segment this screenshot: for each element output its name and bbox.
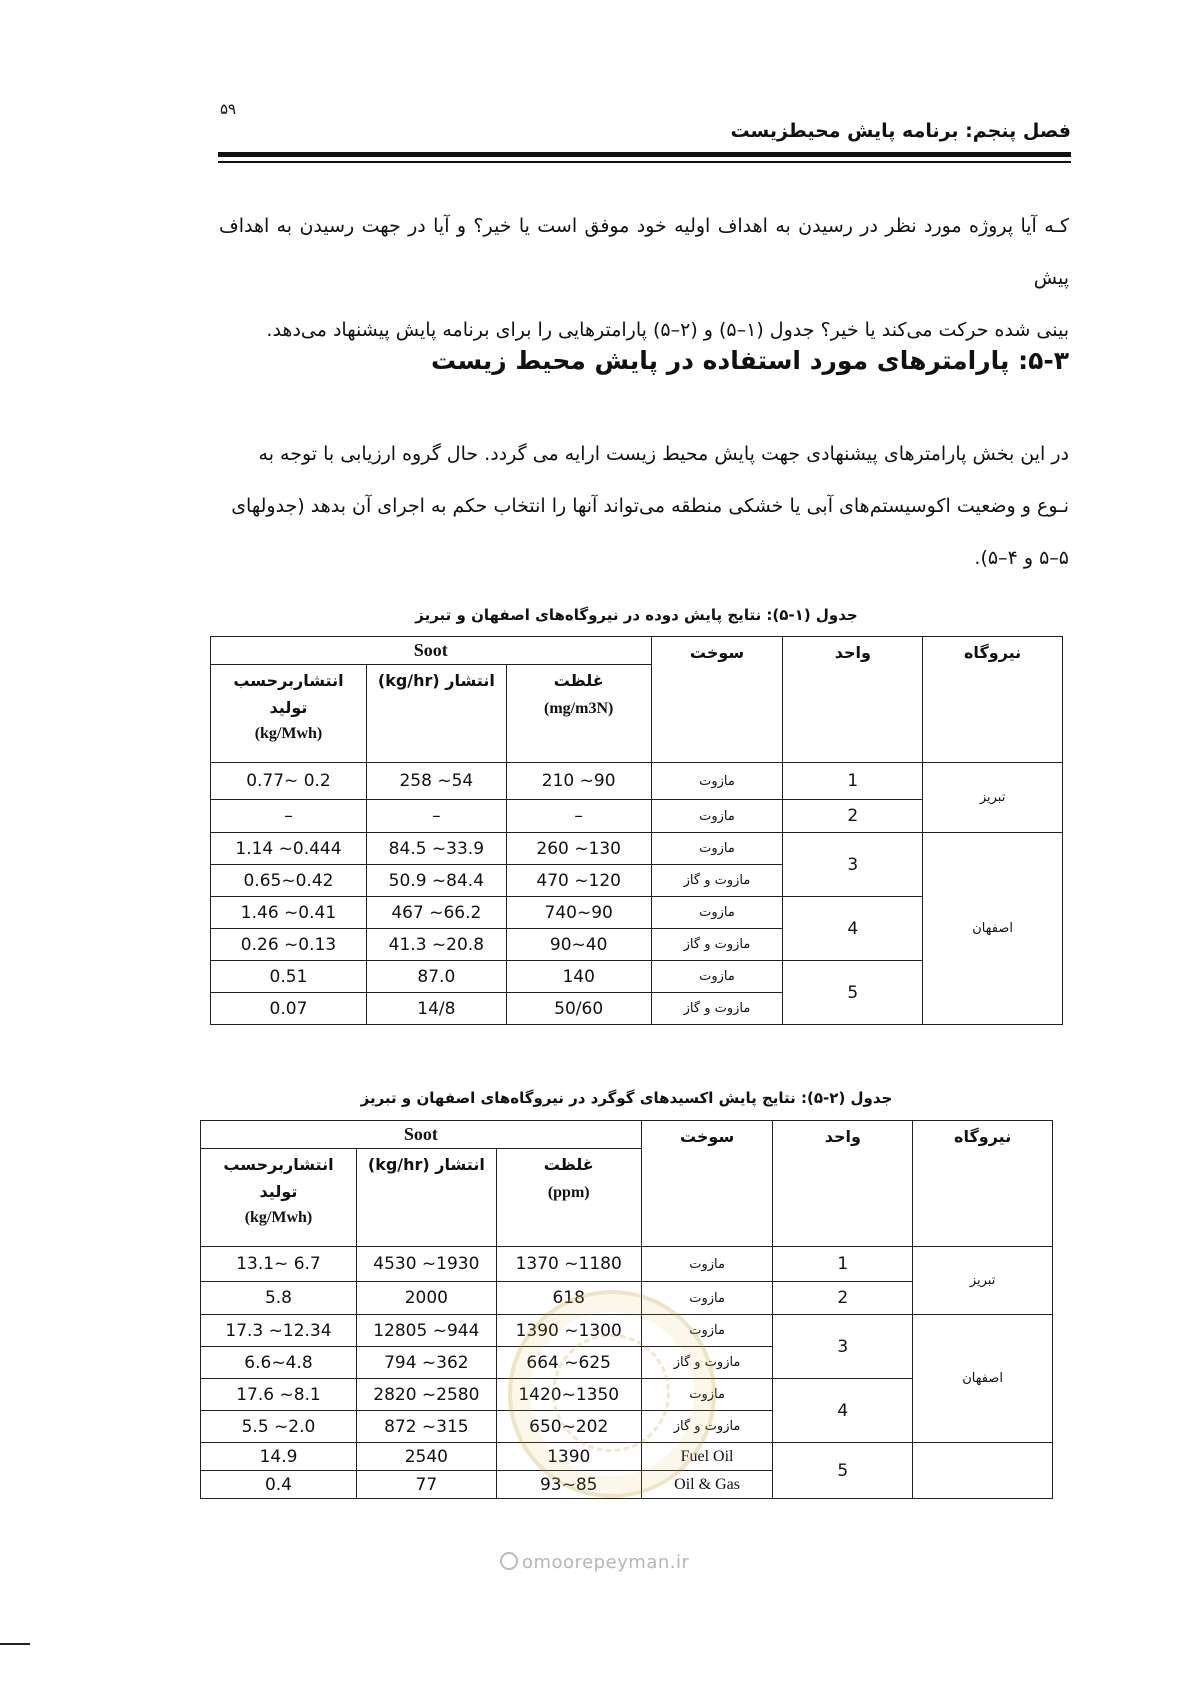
- table2-cell-emission: 2540: [356, 1443, 496, 1471]
- table1-cell-per-production: 0.13~ 0.26: [211, 929, 367, 961]
- table1-cell-per-production: 0.2 ~0.77: [211, 763, 367, 800]
- table2-header-fuel: سوخت: [641, 1121, 773, 1247]
- table1-cell-unit: 4: [783, 897, 923, 961]
- table1-cell-emission: 87.0: [366, 961, 506, 993]
- table2-cell-per-production: 12.34~ 17.3: [201, 1315, 357, 1347]
- table2-cell-concentration: 1300~ 1390: [496, 1315, 641, 1347]
- table2-caption: جدول (۲-۵): نتایج پایش اکسیدهای گوگرد در نیروگاه‌های اصفهان و تبریز: [360, 1089, 893, 1107]
- table2-cell-plant-empty: [913, 1443, 1053, 1499]
- table2-header-emission-label: انتشار (kg/hr): [367, 1155, 485, 1174]
- table2-cell-fuel: Oil & Gas: [641, 1471, 773, 1499]
- table1-caption: جدول (۱-۵): نتایج پایش دوده در نیروگاه‌های اصفهان و تبریز: [415, 606, 858, 624]
- table1-header-emission-label: انتشار (kg/hr): [377, 671, 495, 690]
- table2-cell-concentration: 1180~ 1370: [496, 1247, 641, 1282]
- table1-cell-per-production: 0.07: [211, 993, 367, 1025]
- section-line-1: در این بخش پارامترهای پیشنهادی جهت پایش محیط زیست ارایه می گردد. حال گروه ارزیابی با توجه به: [258, 443, 1069, 465]
- table-row: [211, 763, 1063, 800]
- chapter-title: فصل پنجم: برنامه پایش محیطزیست: [730, 120, 1071, 142]
- table1-cell-fuel: مازوت و گاز: [651, 993, 783, 1025]
- table1-cell-per-production: 0.42~0.65: [211, 865, 367, 897]
- table1-cell-concentration: 90~740: [506, 897, 651, 929]
- table1-cell-fuel: مازوت: [651, 897, 783, 929]
- table1-cell-per-production: 0.51: [211, 961, 367, 993]
- table1-cell-emission: 20.8~ 41.3: [366, 929, 506, 961]
- watermark-globe-icon: [500, 1552, 518, 1570]
- table1-cell-unit: 3: [783, 833, 923, 897]
- table1-cell-emission: 14/8: [366, 993, 506, 1025]
- table1-cell-concentration: 120~ 470: [506, 865, 651, 897]
- table2-cell-unit: 2: [773, 1282, 913, 1315]
- stamp-seal: [508, 1290, 716, 1498]
- table2-cell-emission: 315~ 872: [356, 1411, 496, 1443]
- table2-cell-per-production: 8.1~ 17.6: [201, 1379, 357, 1411]
- stamp-seal-inner: [552, 1334, 670, 1452]
- table1-header-emission: [366, 665, 506, 763]
- table2-header-emission: [356, 1149, 496, 1247]
- table2-cell-concentration: 202~650: [496, 1411, 641, 1443]
- table2-cell-unit: 1: [773, 1247, 913, 1282]
- table1-header-soot: Soot: [211, 637, 652, 665]
- table2-header-per-production: [201, 1149, 357, 1247]
- table1-cell-per-production: 0.444~ 1.14: [211, 833, 367, 865]
- table1-header-concentration-label: غلظت: [553, 671, 604, 690]
- table2-cell-per-production: 5.8: [201, 1282, 357, 1315]
- table2-cell-concentration: 625~ 664: [496, 1347, 641, 1379]
- section-paragraph: [219, 428, 1069, 584]
- table2-cell-unit: 5: [773, 1443, 913, 1499]
- table2-header-soot: Soot: [201, 1121, 642, 1149]
- table2-cell-emission: 77: [356, 1471, 496, 1499]
- table-row: [201, 1247, 1053, 1282]
- table2-header-concentration-label: غلظت: [543, 1155, 594, 1174]
- section-heading: ۵-۳: پارامترهای مورد استفاده در پایش محیط زیست: [430, 346, 1069, 375]
- table1-header-concentration-unit: (mg/m3N): [544, 700, 614, 717]
- table1-header-production-label: تولید: [269, 698, 308, 717]
- section-line-2: نـوع و وضعیت اکوسیستم‌های آبی یا خشکی منطقه می‌تواند آنها را انتخاب حکم به اجرای آن بدهد (جدولهای: [231, 495, 1069, 517]
- table2-cell-fuel: مازوت: [641, 1379, 773, 1411]
- table2-cell-emission: 1930~ 4530: [356, 1247, 496, 1282]
- table2-header-unit: واحد: [773, 1121, 913, 1247]
- table1-cell-unit: 2: [783, 800, 923, 833]
- table1-cell-emission: –: [366, 800, 506, 833]
- table2-cell-concentration: 1350~1420: [496, 1379, 641, 1411]
- watermark: [500, 1552, 689, 1573]
- table2-header-production-label: تولید: [259, 1182, 298, 1201]
- table1-header-production-unit: (kg/Mwh): [254, 725, 323, 742]
- table1-cell-fuel: مازوت: [651, 833, 783, 865]
- table2-cell-fuel: Fuel Oil: [641, 1443, 773, 1471]
- scan-mark: [0, 1643, 30, 1645]
- table1-cell-concentration: 140: [506, 961, 651, 993]
- table2-cell-fuel: مازوت: [641, 1247, 773, 1282]
- intro-line-1: کـه آیا پروژه مورد نظر در رسیدن به اهداف اولیه خود موفق است یا خیر؟ و آیا در جهت رسیدن به اهداف پیش: [219, 215, 1069, 289]
- table1-header-plant: نیروگاه: [923, 637, 1063, 763]
- header-rule-thin: [218, 161, 1071, 163]
- table1-cell-fuel: مازوت و گاز: [651, 865, 783, 897]
- table2-plant-tabriz: تبریز: [913, 1247, 1053, 1315]
- table2-cell-fuel: مازوت و گاز: [641, 1411, 773, 1443]
- table-row: [211, 833, 1063, 865]
- intro-paragraph: [219, 200, 1069, 356]
- table2-cell-concentration: 1390: [496, 1443, 641, 1471]
- table2-cell-per-production: 0.4: [201, 1471, 357, 1499]
- table1-cell-per-production: –: [211, 800, 367, 833]
- table2-cell-emission: 362~ 794: [356, 1347, 496, 1379]
- table1-cell-fuel: مازوت: [651, 961, 783, 993]
- table1-cell-fuel: مازوت: [651, 763, 783, 800]
- table1-cell-emission: 66.2~ 467: [366, 897, 506, 929]
- table1-header-fuel: سوخت: [651, 637, 783, 763]
- table2-cell-concentration: 618: [496, 1282, 641, 1315]
- table2-cell-unit: 3: [773, 1315, 913, 1379]
- table2-cell-emission: 2000: [356, 1282, 496, 1315]
- table1-cell-concentration: 50/60: [506, 993, 651, 1025]
- table1-header-concentration: [506, 665, 651, 763]
- table1: [210, 636, 1063, 1025]
- header-rule-thick: [218, 152, 1071, 157]
- table1-cell-fuel: مازوت: [651, 800, 783, 833]
- table1-header-per-production-label: انتشاربرحسب: [233, 671, 344, 690]
- watermark-text: omoorepeyman.ir: [522, 1552, 690, 1573]
- table2-cell-emission: 2580~ 2820: [356, 1379, 496, 1411]
- table2-plant-isfahan: اصفهان: [913, 1315, 1053, 1443]
- page-number: ۵۹: [220, 100, 237, 118]
- table1-cell-emission: 33.9~ 84.5: [366, 833, 506, 865]
- table2-header-plant: نیروگاه: [913, 1121, 1053, 1247]
- table2-header-per-production-label: انتشاربرحسب: [223, 1155, 334, 1174]
- table2-cell-per-production: 14.9: [201, 1443, 357, 1471]
- table2-cell-fuel: مازوت و گاز: [641, 1347, 773, 1379]
- table1-cell-concentration: –: [506, 800, 651, 833]
- table2-cell-fuel: مازوت: [641, 1315, 773, 1347]
- table1-cell-per-production: 0.41~ 1.46: [211, 897, 367, 929]
- table2-cell-fuel: مازوت: [641, 1282, 773, 1315]
- table2-cell-per-production: 2.0~ 5.5: [201, 1411, 357, 1443]
- table2-cell-concentration: 85~93: [496, 1471, 641, 1499]
- table1-plant-tabriz: تبریز: [923, 763, 1063, 833]
- table1-cell-emission: 54~ 258: [366, 763, 506, 800]
- table1-cell-fuel: مازوت و گاز: [651, 929, 783, 961]
- table2-cell-emission: 944~ 12805: [356, 1315, 496, 1347]
- table2-cell-per-production: 4.8~6.6: [201, 1347, 357, 1379]
- intro-line-2: بینی شده حرکت می‌کند یا خیر؟ جدول (۱–۵) و (۲–۵) پارامترهایی را برای برنامه پایش پیشنهاد می‌دهد.: [266, 319, 1069, 341]
- table2-cell-unit: 4: [773, 1379, 913, 1443]
- table1-plant-isfahan: اصفهان: [923, 833, 1063, 1025]
- table1-cell-emission: 84.4~ 50.9: [366, 865, 506, 897]
- table1-cell-concentration: 90~ 210: [506, 763, 651, 800]
- table2-header-production-unit: (kg/Mwh): [244, 1209, 313, 1226]
- table1-cell-unit: 5: [783, 961, 923, 1025]
- table2-header-concentration: [496, 1149, 641, 1247]
- table2-header-concentration-unit: (ppm): [547, 1184, 590, 1201]
- table1-header-unit: واحد: [783, 637, 923, 763]
- table1-cell-concentration: 40~90: [506, 929, 651, 961]
- table2-cell-per-production: 6.7 ~13.1: [201, 1247, 357, 1282]
- table1-cell-unit: 1: [783, 763, 923, 800]
- table1-header-per-production: [211, 665, 367, 763]
- section-line-3: ۵–۵ و ۴–۵).: [974, 547, 1069, 569]
- table1-cell-concentration: 130~ 260: [506, 833, 651, 865]
